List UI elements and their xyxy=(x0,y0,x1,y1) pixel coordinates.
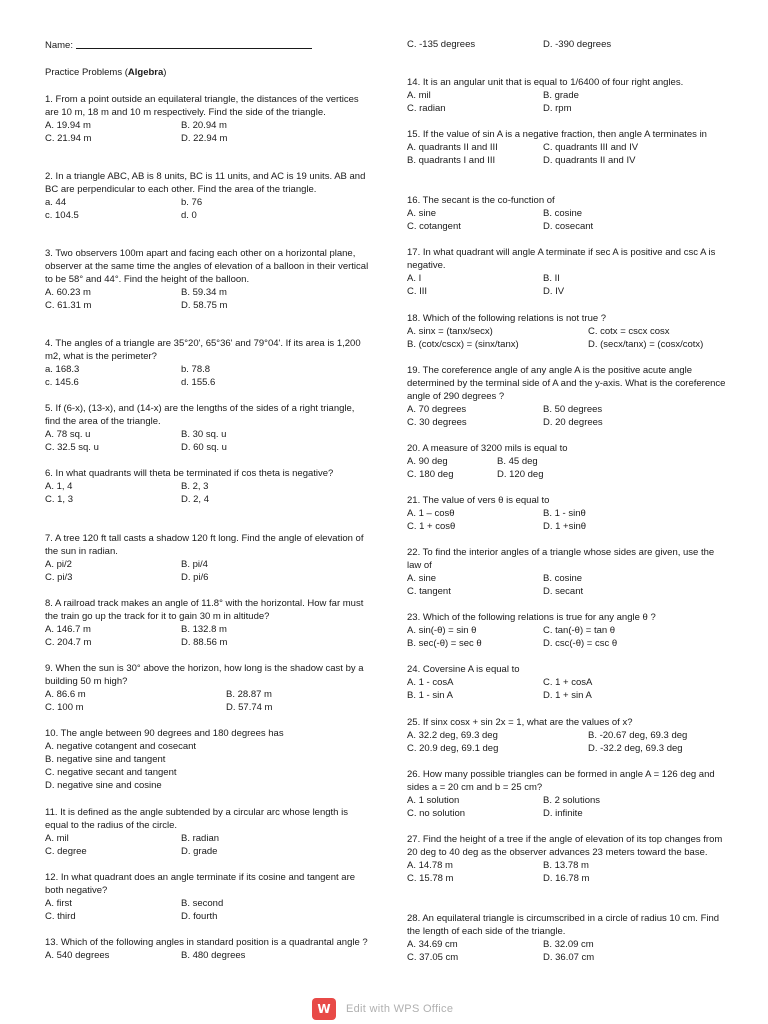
answer-option: D. cosecant xyxy=(543,221,594,232)
answer-option: A. 14.78 m xyxy=(407,860,453,871)
answer-option: C. negative secant and tangent xyxy=(45,767,177,778)
answer-options xyxy=(45,558,370,584)
answer-option: C. degree xyxy=(45,846,87,857)
question-right-4 xyxy=(407,246,727,298)
question-left-5 xyxy=(45,467,370,506)
question-text: 8. A railroad track makes an angle of 11.8° with the horizontal. How far must the train go up the track for it to gain 30 m in altitude? xyxy=(45,598,364,622)
question-text: 12. In what quadrant does an angle terminate if its cosine and tangent are both negative? xyxy=(45,872,356,896)
answer-option: B. pi/4 xyxy=(181,559,208,570)
answer-option: A. sine xyxy=(407,573,437,584)
question-right-6 xyxy=(407,364,727,429)
answer-option: B. grade xyxy=(543,90,579,101)
answer-options xyxy=(407,794,727,820)
question-left-10 xyxy=(45,806,370,858)
question-right-12 xyxy=(407,716,727,755)
question-left-11 xyxy=(45,871,370,923)
question-text: 23. Which of the following relations is true for any angle θ ? xyxy=(407,612,656,623)
answer-option: C. 1 + cosθ xyxy=(407,521,456,532)
question-text: 16. The secant is the co-function of xyxy=(407,195,555,206)
question-text: 2. In a triangle ABC, AB is 8 units, BC is 11 units, and AC is 19 units. AB and BC are perpendicular to each other. Find the area of the triangle. xyxy=(45,171,366,195)
answer-option: D. 22.94 m xyxy=(181,133,228,144)
answer-option: D. 16.78 m xyxy=(543,873,590,884)
question-left-12 xyxy=(45,936,370,962)
answer-option: C. 1, 3 xyxy=(45,494,73,505)
answer-option: A. mil xyxy=(407,90,431,101)
question-right-11 xyxy=(407,663,727,702)
answer-options xyxy=(45,623,370,649)
question-left-2 xyxy=(45,247,370,312)
page-title: Practice Problems (Algebra) xyxy=(45,67,167,78)
answer-option: B. 32.09 cm xyxy=(543,939,594,950)
answer-options xyxy=(407,272,727,298)
answer-options xyxy=(407,141,727,167)
question-text: 4. The angles of a triangle are 35°20', 65°36' and 79°04'. If its area is 1,200 m2, what is the perimeter? xyxy=(45,338,361,362)
answer-option: B. 1 - sinθ xyxy=(543,508,586,519)
answer-options xyxy=(45,897,370,923)
answer-option: A. 86.6 m xyxy=(45,689,86,700)
answer-option: D. 1 + sin A xyxy=(543,690,592,701)
question-right-3 xyxy=(407,194,727,233)
question-text: 18. Which of the following relations is not true ? xyxy=(407,313,607,324)
answer-option: A. I xyxy=(407,273,422,284)
answer-option: B. 59.34 m xyxy=(181,287,227,298)
answer-option: D. 36.07 cm xyxy=(543,952,595,963)
answer-option: a. 44 xyxy=(45,197,67,208)
wps-footer-text[interactable]: Edit with WPS Office xyxy=(346,1002,454,1015)
answer-option: C. 21.94 m xyxy=(45,133,92,144)
name-field xyxy=(45,38,312,52)
answer-option: C. 61.31 m xyxy=(45,300,92,311)
wps-footer[interactable] xyxy=(312,997,453,1021)
answer-option: D. 88.56 m xyxy=(181,637,228,648)
answer-option: B. 50 degrees xyxy=(543,404,603,415)
question-text: 6. In what quadrants will theta be terminated if cos theta is negative? xyxy=(45,468,334,479)
answer-option: D. 1 +sinθ xyxy=(543,521,587,532)
answer-option: A. pi/2 xyxy=(45,559,72,570)
answer-option: B. 30 sq. u xyxy=(181,429,227,440)
answer-option: A. 1 solution xyxy=(407,795,460,806)
answer-option: A. 1 – cosθ xyxy=(407,508,455,519)
answer-option: A. 1 - cosA xyxy=(407,677,454,688)
answer-option: A. quadrants II and III xyxy=(407,142,498,153)
question-right-5 xyxy=(407,312,727,351)
answer-option: D. fourth xyxy=(181,911,218,922)
question-text: 19. The coreference angle of any angle A is the positive acute angle determined by the terminal side of A and the y-axis. What is the coreference angle of 290 degrees ? xyxy=(407,365,726,402)
answer-option: A. 19.94 m xyxy=(45,120,91,131)
question-text: 9. When the sun is 30° above the horizon, how long is the shadow cast by a building 50 m high? xyxy=(45,663,364,687)
question-text: 5. If (6-x), (13-x), and (14-x) are the lengths of the sides of a right triangle, find the area of the triangle. xyxy=(45,403,355,427)
answer-option: B. (cotx/cscx) = (sinx/tanx) xyxy=(407,339,519,350)
title-bold: Algebra xyxy=(127,67,164,78)
name-underline xyxy=(76,38,312,49)
answer-option: A. 540 degrees xyxy=(45,950,110,961)
answer-options xyxy=(407,729,727,755)
answer-options xyxy=(45,688,370,714)
answer-option: C. III xyxy=(407,286,428,297)
answer-options xyxy=(407,455,727,481)
answer-option: A. sine xyxy=(407,208,437,219)
question-right-15 xyxy=(407,912,727,964)
answer-option: b. 76 xyxy=(181,197,203,208)
question-left-1 xyxy=(45,170,370,222)
answer-option: B. 2, 3 xyxy=(181,481,209,492)
answer-options xyxy=(407,572,727,598)
answer-options xyxy=(407,207,727,233)
answer-option: B. quadrants I and III xyxy=(407,155,496,166)
answer-option: D. csc(-θ) = csc θ xyxy=(543,638,618,649)
answer-option: D. infinite xyxy=(543,808,583,819)
answer-option: D. quadrants II and IV xyxy=(543,155,636,166)
answer-option: D. 2, 4 xyxy=(181,494,209,505)
answer-option: C. 180 deg xyxy=(407,469,454,480)
answer-option: D. negative sine and cosine xyxy=(45,780,162,791)
question-right-10 xyxy=(407,611,727,650)
answer-option: C. -135 degrees xyxy=(407,39,476,50)
answer-option: A. 70 degrees xyxy=(407,404,467,415)
answer-options xyxy=(407,403,727,429)
answer-option: C. radian xyxy=(407,103,446,114)
question-text: 27. Find the height of a tree if the angle of elevation of its top changes from 20 deg to 40 deg as the observer advances 23 meters toward the base. xyxy=(407,834,723,858)
answer-option: B. negative sine and tangent xyxy=(45,754,166,765)
answer-options xyxy=(407,859,727,885)
question-right-9 xyxy=(407,546,727,598)
question-right-0 xyxy=(407,38,727,51)
question-left-3 xyxy=(45,337,370,389)
answer-option: A. 1, 4 xyxy=(45,481,73,492)
question-left-0 xyxy=(45,93,370,145)
answer-option: C. no solution xyxy=(407,808,466,819)
question-text: 20. A measure of 3200 mils is equal to xyxy=(407,443,568,454)
answer-option: D. 20 degrees xyxy=(543,417,603,428)
answer-option: B. 132.8 m xyxy=(181,624,227,635)
answer-option: C. 100 m xyxy=(45,702,84,713)
answer-option: D. 60 sq. u xyxy=(181,442,227,453)
question-text: 25. If sinx cosx + sin 2x = 1, what are the values of x? xyxy=(407,717,633,728)
question-right-7 xyxy=(407,442,727,481)
answer-option: D. (secx/tanx) = (cosx/cotx) xyxy=(588,339,704,350)
answer-option: C. 1 + cosA xyxy=(543,677,593,688)
answer-option: B. second xyxy=(181,898,224,909)
question-left-7 xyxy=(45,597,370,649)
answer-options xyxy=(45,740,370,792)
answer-option: C. tangent xyxy=(407,586,451,597)
answer-options xyxy=(45,480,370,506)
answer-option: A. 32.2 deg, 69.3 deg xyxy=(407,730,498,741)
question-left-4 xyxy=(45,402,370,454)
answer-option: c. 145.6 xyxy=(45,377,79,388)
answer-option: A. 60.23 m xyxy=(45,287,91,298)
question-left-8 xyxy=(45,662,370,714)
answer-options xyxy=(45,832,370,858)
answer-options xyxy=(45,949,370,962)
question-text: 7. A tree 120 ft tall casts a shadow 120 ft long. Find the angle of elevation of the sun in radian. xyxy=(45,533,364,557)
answer-option: C. quadrants III and IV xyxy=(543,142,639,153)
answer-options xyxy=(45,196,370,222)
answer-option: A. mil xyxy=(45,833,69,844)
answer-option: D. 120 deg xyxy=(497,469,544,480)
question-right-13 xyxy=(407,768,727,820)
answer-option: A. negative cotangent and cosecant xyxy=(45,741,197,752)
answer-option: B. 28.87 m xyxy=(226,689,272,700)
answer-option: d. 155.6 xyxy=(181,377,216,388)
question-text: 11. It is defined as the angle subtended by a circular arc whose length is equal to the radius of the circle. xyxy=(45,807,348,831)
question-text: 15. If the value of sin A is a negative fraction, then angle A terminates in xyxy=(407,129,707,140)
answer-option: B. radian xyxy=(181,833,220,844)
question-text: 10. The angle between 90 degrees and 180 degrees has xyxy=(45,728,284,739)
answer-option: A. 34.69 cm xyxy=(407,939,458,950)
answer-option: B. sec(-θ) = sec θ xyxy=(407,638,482,649)
question-right-2 xyxy=(407,128,727,167)
answer-option: D. -32.2 deg, 69.3 deg xyxy=(588,743,683,754)
question-right-8 xyxy=(407,494,727,533)
answer-options xyxy=(45,428,370,454)
answer-option: A. 146.7 m xyxy=(45,624,91,635)
answer-option: C. 15.78 m xyxy=(407,873,454,884)
answer-option: C. 30 degrees xyxy=(407,417,467,428)
answer-option: A. first xyxy=(45,898,72,909)
answer-option: C. 204.7 m xyxy=(45,637,92,648)
answer-options xyxy=(407,624,727,650)
question-right-14 xyxy=(407,833,727,885)
answer-option: c. 104.5 xyxy=(45,210,79,221)
answer-option: A. sinx = (tanx/secx) xyxy=(407,326,493,337)
answer-option: B. 13.78 m xyxy=(543,860,589,871)
question-text: 24. Coversine A is equal to xyxy=(407,664,520,675)
answer-option: A. sin(-θ) = sin θ xyxy=(407,625,477,636)
answer-option: a. 168.3 xyxy=(45,364,80,375)
answer-option: C. third xyxy=(45,911,76,922)
answer-option: B. II xyxy=(543,273,560,284)
name-label: Name: xyxy=(45,40,73,51)
answer-options xyxy=(407,38,727,51)
answer-options xyxy=(407,89,727,115)
question-text: 1. From a point outside an equilateral triangle, the distances of the vertices are 10 m, 18 m and 10 m respectively. Find the side of the triangle. xyxy=(45,94,359,118)
question-text: 17. In what quadrant will angle A terminate if sec A is positive and csc A is negative. xyxy=(407,247,716,271)
answer-option: C. tan(-θ) = tan θ xyxy=(543,625,616,636)
answer-option: B. 20.94 m xyxy=(181,120,227,131)
answer-option: C. 20.9 deg, 69.1 deg xyxy=(407,743,499,754)
wps-logo-icon[interactable]: W xyxy=(312,998,336,1020)
answer-options xyxy=(45,363,370,389)
answer-options xyxy=(45,286,370,312)
answer-option: D. grade xyxy=(181,846,218,857)
answer-option: A. 90 deg xyxy=(407,456,448,467)
answer-option: b. 78.8 xyxy=(181,364,211,375)
answer-option: C. pi/3 xyxy=(45,572,73,583)
question-text: 22. To find the interior angles of a triangle whose sides are given, use the law of xyxy=(407,547,715,571)
answer-options xyxy=(407,676,727,702)
answer-option: B. 480 degrees xyxy=(181,950,246,961)
answer-option: D. 57.74 m xyxy=(226,702,273,713)
answer-option: A. 78 sq. u xyxy=(45,429,91,440)
answer-option: D. rpm xyxy=(543,103,572,114)
answer-option: D. -390 degrees xyxy=(543,39,612,50)
answer-option: B. 2 solutions xyxy=(543,795,601,806)
answer-option: B. cosine xyxy=(543,208,583,219)
question-text: 21. The value of vers θ is equal to xyxy=(407,495,550,506)
answer-options xyxy=(407,507,727,533)
answer-option: B. 45 deg xyxy=(497,456,538,467)
answer-option: C. cotangent xyxy=(407,221,461,232)
answer-options xyxy=(407,325,727,351)
question-text: 14. It is an angular unit that is equal to 1/6400 of four right angles. xyxy=(407,77,684,88)
answer-options xyxy=(45,119,370,145)
answer-options xyxy=(407,938,727,964)
answer-option: C. 37.05 cm xyxy=(407,952,459,963)
answer-option: d. 0 xyxy=(181,210,197,221)
answer-option: D. secant xyxy=(543,586,584,597)
question-text: 26. How many possible triangles can be formed in angle A = 126 deg and sides a = 20 cm and b = 25 cm? xyxy=(407,769,715,793)
answer-option: D. 58.75 m xyxy=(181,300,228,311)
question-text: 13. Which of the following angles in standard position is a quadrantal angle ? xyxy=(45,937,368,948)
question-text: 28. An equilateral triangle is circumscribed in a circle of radius 10 cm. Find the length of each side of the triangle. xyxy=(407,913,720,937)
question-text: 3. Two observers 100m apart and facing each other on a horizontal plane, observer at the same time the angles of elevation of a balloon in their vertical to be 58° and 44°. Find the height of the balloon. xyxy=(45,248,369,285)
question-left-6 xyxy=(45,532,370,584)
answer-option: B. 1 - sin A xyxy=(407,690,453,701)
answer-option: B. cosine xyxy=(543,573,583,584)
answer-option: D. pi/6 xyxy=(181,572,209,583)
question-left-9 xyxy=(45,727,370,792)
question-right-1 xyxy=(407,76,727,115)
answer-option: C. cotx = cscx cosx xyxy=(588,326,670,337)
answer-option: C. 32.5 sq. u xyxy=(45,442,99,453)
answer-option: B. -20.67 deg, 69.3 deg xyxy=(588,730,688,741)
answer-option: D. IV xyxy=(543,286,565,297)
